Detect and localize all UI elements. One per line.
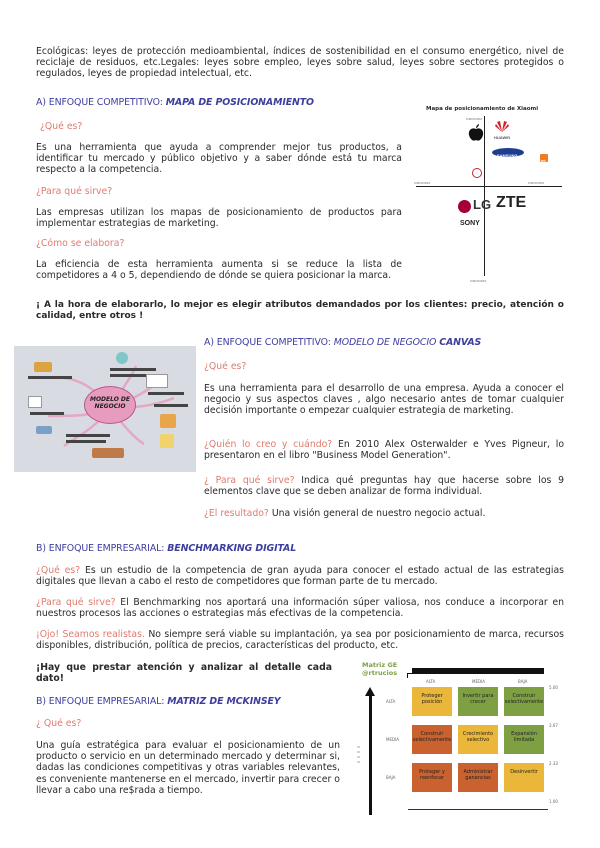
sony-label: SONY	[460, 220, 480, 227]
matrix-title: Matriz GE @rtrucios	[362, 661, 398, 677]
section-heading-posicionamiento	[36, 97, 396, 108]
section-heading-benchmarking	[36, 543, 556, 554]
row-label-media: MEDIA	[386, 737, 399, 742]
scale-label-4: 1.00	[549, 799, 558, 804]
zte-label: ZTE	[496, 194, 527, 211]
chart-icon	[160, 414, 176, 428]
mindmap-label-1	[28, 376, 72, 379]
doc-icon	[146, 374, 168, 388]
mindmap-center-text: MODELO DE NEGOCIO	[89, 396, 131, 410]
canvas-mindmap-image	[14, 346, 196, 472]
matrix-cell-desinvertir: Desinvertir	[504, 763, 544, 792]
question-como-se-elabora: ¿Cómo se elabora?	[36, 238, 125, 249]
bulb-icon	[116, 352, 128, 364]
huawei-label: HUAWEI	[494, 135, 510, 140]
matrix-cell-construir-1: Construir selectivamente	[504, 687, 544, 716]
heading-title-bold: CANVAS	[439, 337, 482, 348]
horizontal-axis	[416, 186, 562, 187]
mindmap-label-4	[148, 392, 184, 395]
scale-label-3: 2.33	[549, 761, 558, 766]
col-label-alta: ALTA	[426, 679, 436, 684]
intro-paragraph: Ecológicas: leyes de protección medioambiental, índices de sostenibilidad en el consumo energético, nivel de reciclaje de residuos, etc.Legales: leyes sobre empleo, leyes sobre salud, leyes sobre sectores protegidos o regulados, leyes de propiedad intelectual, etc.	[36, 46, 564, 80]
motorola-logo-icon	[472, 168, 482, 178]
answer-mckinsey-que-es: Una guía estratégica para evaluar el posicionamiento de un producto o servicio en un determinado mercado y determinar si, dadas las condiciones competitivas y otras variables relevantes, es conveniente mantenerse en el mercado, invertir para crecer o llevar a cabo una re$rada a tiempo.	[36, 740, 340, 796]
heading-title: MAPA DE POSICIONAMIENTO	[165, 97, 314, 108]
y-axis-label: ▫▫▫▫	[356, 745, 361, 765]
question-canvas-que-es: ¿Qué es?	[204, 361, 247, 372]
vertical-axis	[484, 116, 485, 276]
mckinsey-matrix-image	[352, 655, 564, 823]
col-label-baja: BAJA	[518, 679, 528, 684]
heading-title: BENCHMARKING DIGITAL	[167, 543, 297, 554]
heading-title-italic: MODELO DE NEGOCIO	[333, 337, 437, 348]
answer-que-es: Es una herramienta que ayuda a comprender mejor tus productos, a identificar tu mercado y público objetivo y a saber dónde está tu marca respecto a la competencia.	[36, 142, 402, 176]
axis-bottom-label: ▫▫▫▫▫▫	[470, 278, 487, 283]
samsung-logo: SAMSUNG	[492, 148, 524, 157]
canvas-para-que-sirve: ¿ Para qué sirve? Indica qué preguntas hay que hacerse sobre los 9 elementos clave que se deben analizar de forma individual.	[204, 475, 565, 498]
heading-title: MATRIZ DE MCKINSEY	[167, 696, 281, 707]
scale-label-2: 3.67	[549, 723, 558, 728]
mindmap-label-3	[110, 374, 150, 377]
mindmap-label-5	[30, 412, 64, 415]
section-heading-mckinsey	[36, 696, 336, 707]
truck-icon	[92, 448, 124, 458]
matrix-cell-proteger-posicion: Proteger posición	[412, 687, 452, 716]
matrix-corner	[407, 673, 412, 678]
canvas-quien-lo-creo: ¿Quién lo creo y cuándo? En 2010 Alex Osterwalder e Yves Pigneur, lo presentaron en el libro "Business Model Generation".	[204, 439, 565, 462]
scale-label-1: 5.00	[549, 685, 558, 690]
col-label-media: MEDIA	[472, 679, 485, 684]
mindmap-label-7	[66, 434, 110, 437]
question-para-que-sirve: ¿Para qué sirve?	[36, 186, 113, 197]
axis-left-label: ▫▫▫▫▫▫	[414, 180, 431, 185]
answer-canvas-que-es: Es una herramienta para el desarrollo de una empresa. Ayuda a conocer el negocio y sus aspectos claves , algo necesario antes de tomar cualquier decisión importante o empezar cualquier estrategia de marketing.	[204, 383, 564, 417]
tip-note: ¡ A la hora de elaborarlo, lo mejor es elegir atributos demandados por los clientes: precio, atención o calidad, entre otros !	[36, 300, 564, 322]
matrix-cell-construir-2: Construir selectivamente	[412, 725, 452, 754]
question-que-es: ¿Qué es?	[40, 121, 83, 132]
matrix-cell-invertir-crecer: Invertir para crecer	[458, 687, 498, 716]
matrix-bottom-axis	[408, 809, 548, 810]
huawei-logo-icon	[494, 120, 510, 132]
benchmarking-ojo: ¡Ojo! Seamos realistas. No siempre será viable su implantación, ya sea por posicionamiento de marca, recursos disponibles, distribución, política de precios, características del producto, etc.	[36, 629, 564, 652]
matrix-top-bar	[412, 668, 544, 674]
mindmap-label-6	[154, 404, 188, 407]
heading-prefix: A) ENFOQUE COMPETITIVO:	[36, 97, 163, 108]
arrow-up-icon	[365, 687, 375, 696]
mindmap-label-8	[66, 440, 106, 443]
apple-logo-icon	[468, 124, 484, 142]
answer-como-se-elabora: La eficiencia de esta herramienta aumenta si se reduce la lista de competidores a 4 o 5, dependiendo de dónde se quiera posicionar la marca.	[36, 259, 402, 282]
checklist-icon	[160, 434, 174, 448]
screen-icon	[28, 396, 42, 408]
canvas-resultado: ¿El resultado? Una visión general de nuestro negocio actual.	[204, 508, 486, 519]
lg-label: LG	[473, 197, 492, 212]
matrix-cell-crecimiento-selectivo: Crecimiento selectivo	[458, 725, 498, 754]
answer-para-que-sirve: Las empresas utilizan los mapas de posicionamiento de productos para implementar estrategias de marketing.	[36, 207, 402, 230]
positioning-map-title: Mapa de posicionamiento de Xiaomi	[426, 106, 539, 112]
mindmap-label-2	[110, 368, 156, 371]
row-label-baja: BAJA	[386, 775, 396, 780]
handshake-icon	[36, 426, 52, 434]
row-label-alta: ALTA	[386, 699, 396, 704]
positioning-map-image	[410, 98, 566, 288]
benchmarking-note: ¡Hay que prestar atención y analizar al detalle cada dato!	[36, 662, 332, 685]
matrix-cell-expansion-limitada: Expansión limitada	[504, 725, 544, 754]
axis-right-label: ▫▫▫▫▫▫	[528, 180, 545, 185]
lg-logo-icon	[458, 200, 471, 213]
axis-top-label: ▫▫▫▫▫▫	[466, 116, 483, 121]
section-heading-canvas	[204, 337, 564, 348]
heading-prefix: B) ENFOQUE EMPRESARIAL:	[36, 543, 165, 554]
matrix-cell-proteger-reenfocar: Proteger y reenfocar	[412, 763, 452, 792]
benchmarking-que-es: ¿Qué es? Es un estudio de la competencia de gran ayuda para conocer el estado actual de las estrategias digitales que llevan a cabo el resto de competidores que forman parte de tu mercado.	[36, 565, 564, 588]
question-mckinsey-que-es: ¿ Qué es?	[36, 718, 82, 729]
matrix-cell-administrar-ganancias: Administrar ganancias	[458, 763, 498, 792]
vertical-arrow	[369, 695, 372, 815]
heading-prefix: B) ENFOQUE EMPRESARIAL:	[36, 696, 165, 707]
people-icon	[34, 362, 52, 372]
xiaomi-logo: mi	[540, 154, 548, 162]
heading-prefix: A) ENFOQUE COMPETITIVO:	[204, 337, 331, 348]
benchmarking-para-que-sirve: ¿Para qué sirve? El Benchmarking nos aportará una información súper valiosa, nos conduce a incorporar en nuestros procesos las acciones o estrategias más efectivas de la competencia.	[36, 597, 565, 620]
